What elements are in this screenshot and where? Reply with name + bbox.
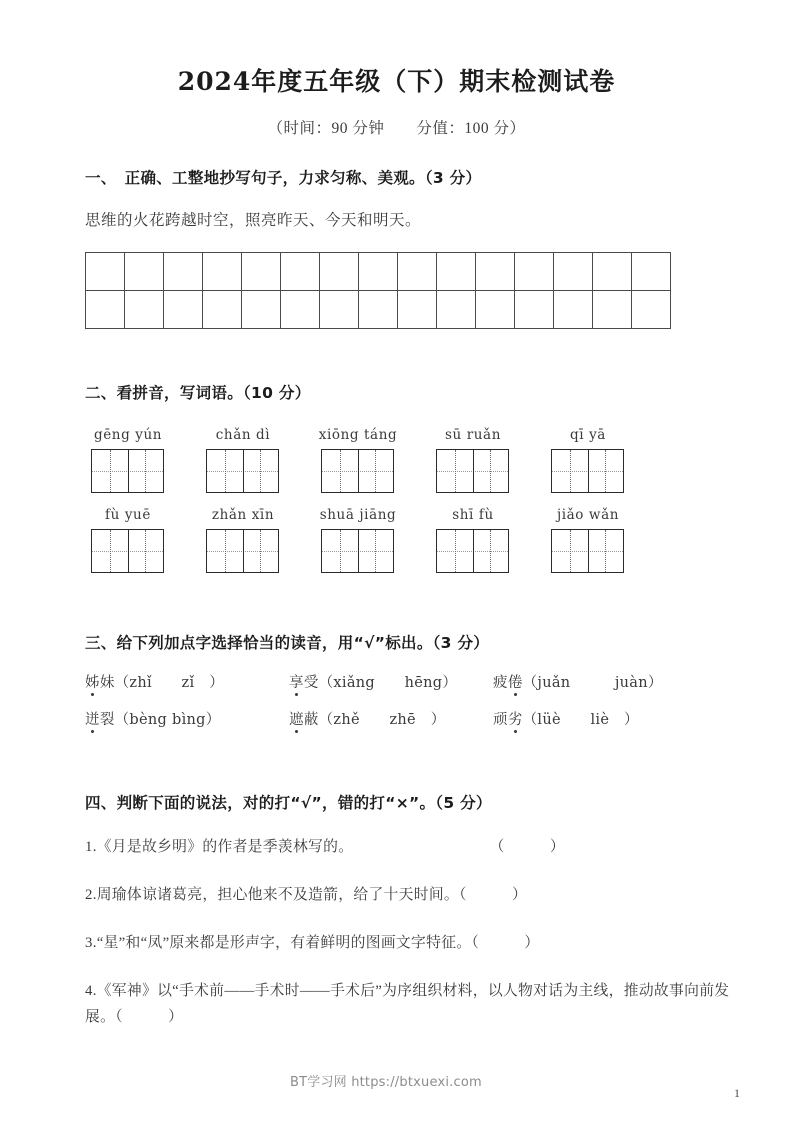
section-two-pinyin-writing <box>0 381 793 573</box>
tianzige-vertical-guide-right <box>605 450 606 492</box>
tianzige-center-divider <box>358 530 359 572</box>
pinyin-word-slot <box>315 427 423 493</box>
writing-grid-cell[interactable] <box>554 291 593 329</box>
tianzige-answer-box[interactable] <box>436 449 509 493</box>
pinyin-options[interactable]: （lüè liè ） <box>522 712 639 728</box>
section-two-heading: 二、看拼音，写词语。（10 分） <box>85 384 311 402</box>
pinyin-options[interactable]: （juǎn juàn） <box>522 675 663 691</box>
page-number: 1 <box>734 1086 740 1100</box>
tianzige-center-divider <box>128 530 129 572</box>
pronunciation-choice-item[interactable] <box>289 671 493 692</box>
writing-grid-cell[interactable] <box>125 291 164 329</box>
tianzige-vertical-guide-left <box>570 530 571 572</box>
writing-grid-cell[interactable] <box>437 291 476 329</box>
writing-grid-cell[interactable] <box>476 253 515 291</box>
pinyin-word-slot <box>200 427 308 493</box>
pronunciation-choice-item[interactable] <box>85 671 289 692</box>
pinyin-label: jiǎo wǎn <box>556 507 620 523</box>
pronunciation-row <box>85 708 733 729</box>
writing-grid-cell[interactable] <box>242 291 281 329</box>
section-one-heading: 一、 正确、工整地抄写句子，力求匀称、美观。（3 分） <box>85 169 482 187</box>
tianzige-center-divider <box>473 530 474 572</box>
pinyin-word-slot <box>430 507 538 573</box>
pinyin-word-slot <box>430 427 538 493</box>
tianzige-vertical-guide-left <box>110 450 111 492</box>
writing-grid-cell[interactable] <box>437 253 476 291</box>
pinyin-answer-row-1 <box>85 427 733 493</box>
pinyin-label: zhǎn xīn <box>211 507 275 523</box>
pinyin-label: sū ruǎn <box>444 427 501 443</box>
pinyin-label: fù yuē <box>105 507 151 523</box>
tianzige-answer-box[interactable] <box>91 449 164 493</box>
page-title: 2024年度五年级（下）期末检测试卷 <box>177 67 616 96</box>
pinyin-word-slot <box>315 507 423 573</box>
writing-grid-cell[interactable] <box>125 253 164 291</box>
dotted-character: 姊 <box>85 671 100 692</box>
pronunciation-row <box>85 671 733 692</box>
writing-grid-row <box>86 291 671 329</box>
writing-grid-cell[interactable] <box>359 291 398 329</box>
writing-grid-cell[interactable] <box>86 253 125 291</box>
pronunciation-choice-rows <box>85 671 733 729</box>
tianzige-answer-box[interactable] <box>321 449 394 493</box>
tianzige-center-divider <box>358 450 359 492</box>
pinyin-label: xiōng táng <box>318 427 398 443</box>
pinyin-options[interactable]: （zhǐ zǐ ） <box>114 675 225 691</box>
writing-grid-cell[interactable] <box>242 253 281 291</box>
tianzige-answer-box[interactable] <box>551 449 624 493</box>
tianzige-answer-box[interactable] <box>206 449 279 493</box>
pinyin-word-slot <box>545 427 653 493</box>
tianzige-vertical-guide-left <box>455 530 456 572</box>
tianzige-vertical-guide-right <box>260 450 261 492</box>
section-one-copywriting <box>0 166 793 329</box>
writing-grid-cell[interactable] <box>281 291 320 329</box>
pinyin-label: qī yā <box>570 427 606 443</box>
tianzige-vertical-guide-right <box>490 530 491 572</box>
site-watermark: BT学习网 https://btxuexi.com <box>290 1075 482 1090</box>
dotted-character: 享 <box>289 671 304 692</box>
tianzige-vertical-guide-left <box>570 450 571 492</box>
tianzige-vertical-guide-right <box>375 450 376 492</box>
true-false-item[interactable]: 2.周瑜体谅诸葛亮，担心他来不及造箭，给了十天时间。（ ） <box>85 886 528 903</box>
tianzige-answer-box[interactable] <box>91 529 164 573</box>
dotted-character: 倦 <box>508 671 523 692</box>
tianzige-vertical-guide-right <box>490 450 491 492</box>
tianzige-center-divider <box>588 530 589 572</box>
pinyin-label: shī fù <box>452 507 494 523</box>
tianzige-vertical-guide-left <box>340 450 341 492</box>
tianzige-answer-box[interactable] <box>206 529 279 573</box>
true-false-item[interactable]: 1.《月是故乡明》的作者是季羡林写的。 （ ） <box>85 839 566 855</box>
section-three-heading: 三、给下列加点字选择恰当的读音，用“√”标出。（3 分） <box>85 634 490 652</box>
pronunciation-choice-item[interactable] <box>493 708 697 729</box>
writing-grid-cell[interactable] <box>476 291 515 329</box>
tianzige-vertical-guide-left <box>225 450 226 492</box>
pronunciation-choice-item[interactable] <box>289 708 493 729</box>
copywriting-grid[interactable] <box>85 252 671 329</box>
tianzige-vertical-guide-right <box>375 530 376 572</box>
tianzige-vertical-guide-right <box>605 530 606 572</box>
writing-grid-cell[interactable] <box>320 291 359 329</box>
writing-grid-cell[interactable] <box>320 253 359 291</box>
word-suffix: 受 <box>303 675 319 691</box>
dotted-character: 劣 <box>508 708 523 729</box>
true-false-item-list <box>85 835 733 1030</box>
tianzige-center-divider <box>128 450 129 492</box>
word-suffix: 蔽 <box>303 712 319 728</box>
tianzige-answer-box[interactable] <box>321 529 394 573</box>
pinyin-label: shuā jiāng <box>319 507 397 523</box>
pinyin-word-slot <box>85 507 193 573</box>
tianzige-answer-box[interactable] <box>436 529 509 573</box>
writing-grid-cell[interactable] <box>593 253 632 291</box>
tianzige-vertical-guide-right <box>145 450 146 492</box>
tianzige-center-divider <box>243 530 244 572</box>
writing-grid-cell[interactable] <box>164 253 203 291</box>
writing-grid-cell[interactable] <box>203 291 242 329</box>
tianzige-answer-box[interactable] <box>551 529 624 573</box>
word-prefix: 顽 <box>493 712 508 728</box>
word-suffix: 妹 <box>99 675 115 691</box>
tianzige-center-divider <box>243 450 244 492</box>
tianzige-vertical-guide-right <box>145 530 146 572</box>
writing-grid-row <box>86 253 671 291</box>
writing-grid-cell[interactable] <box>593 291 632 329</box>
pinyin-label: chǎn dì <box>215 427 271 443</box>
tianzige-vertical-guide-left <box>340 530 341 572</box>
exam-meta-subtitle: （时间：90 分钟 分值：100 分） <box>267 120 526 137</box>
pinyin-label: gēng yún <box>93 427 163 443</box>
writing-grid-cell[interactable] <box>398 253 437 291</box>
section-one-sentence: 思维的火花跨越时空，照亮昨天、今天和明天。 <box>85 212 422 229</box>
writing-grid-cell[interactable] <box>359 253 398 291</box>
section-four-true-false <box>0 791 793 1030</box>
writing-grid-cell[interactable] <box>515 253 554 291</box>
true-false-item[interactable]: 4.《军神》以“手术前——手术时——手术后”为序组织材料，以人物对话为主线，推动故事向前发展。（ ） <box>85 982 730 1025</box>
pinyin-options[interactable]: （bèng bìng） <box>114 712 221 728</box>
pinyin-options[interactable]: （xiǎng hēng） <box>318 675 458 691</box>
writing-grid-cell[interactable] <box>398 291 437 329</box>
word-suffix: 裂 <box>99 712 115 728</box>
writing-grid-cell[interactable] <box>86 291 125 329</box>
pronunciation-choice-item[interactable] <box>85 708 289 729</box>
tianzige-center-divider <box>588 450 589 492</box>
dotted-character: 遮 <box>289 708 304 729</box>
pinyin-answer-row-2 <box>85 507 733 573</box>
tianzige-vertical-guide-right <box>260 530 261 572</box>
tianzige-vertical-guide-left <box>455 450 456 492</box>
true-false-item[interactable]: 3.“星”和“凤”原来都是形声字，有着鲜明的图画文字特征。（ ） <box>85 934 540 951</box>
tianzige-center-divider <box>473 450 474 492</box>
writing-grid-cell[interactable] <box>164 291 203 329</box>
dotted-character: 迸 <box>85 708 100 729</box>
writing-grid-cell[interactable] <box>632 253 671 291</box>
pinyin-options[interactable]: （zhě zhē ） <box>318 712 446 728</box>
section-four-heading: 四、判断下面的说法，对的打“√”，错的打“×”。（5 分） <box>85 794 492 812</box>
section-three-pronunciation <box>0 631 793 729</box>
word-prefix: 疲 <box>493 675 508 691</box>
pinyin-word-slot <box>200 507 308 573</box>
tianzige-vertical-guide-left <box>225 530 226 572</box>
pronunciation-choice-item[interactable] <box>493 671 697 692</box>
writing-grid-cell[interactable] <box>554 253 593 291</box>
writing-grid-cell[interactable] <box>515 291 554 329</box>
writing-grid-cell[interactable] <box>281 253 320 291</box>
writing-grid-cell[interactable] <box>203 253 242 291</box>
tianzige-vertical-guide-left <box>110 530 111 572</box>
pinyin-word-slot <box>85 427 193 493</box>
writing-grid-cell[interactable] <box>632 291 671 329</box>
pinyin-word-slot <box>545 507 653 573</box>
